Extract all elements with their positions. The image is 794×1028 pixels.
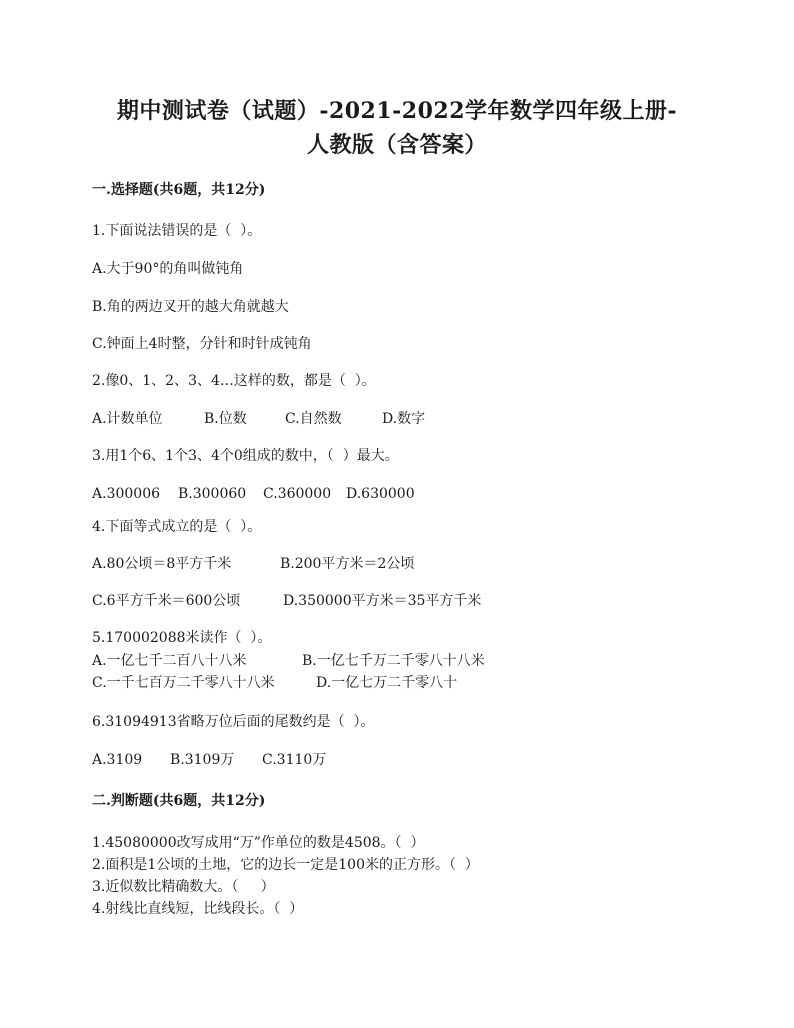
question-2-option-d: D.数字 [382, 411, 426, 427]
question-6-stem: 6.31094913省略万位后面的尾数约是（ ）。 [92, 714, 375, 730]
question-3-option-d: D.630000 [346, 486, 415, 502]
question-1-option-a: A.大于90°的角叫做钝角 [92, 261, 244, 277]
question-1-stem: 1.下面说法错误的是（ ）。 [92, 223, 262, 239]
question-1-option-c: C.钟面上4时整，分针和时针成钝角 [92, 336, 312, 352]
question-3-option-a: A.300006 [92, 486, 161, 502]
judgment-item-3: 3.近似数比精确数大。（ ） [92, 879, 275, 895]
question-5-stem: 5.170002088米读作（ ）。 [92, 630, 272, 646]
section-2-heading: 二.判断题(共6题，共12分) [92, 793, 266, 809]
judgment-item-1: 1.45080000改写成用“万”作单位的数是4508。（ ） [92, 835, 425, 851]
judgment-item-2: 2.面积是1公顷的土地，它的边长一定是100米的正方形。（ ） [92, 857, 479, 873]
question-3-option-b: B.300060 [178, 486, 247, 502]
question-5-option-d: D.一亿七万二千零八十 [316, 675, 458, 691]
question-6-option-b: B.3109万 [170, 752, 235, 768]
question-2-option-a: A.计数单位 [92, 411, 163, 427]
question-5-option-a: A.一亿七千二百八十八米 [92, 653, 247, 669]
question-2-stem: 2.像0、1、2、3、4…这样的数，都是（ ）。 [92, 373, 376, 389]
question-2-option-c: C.自然数 [285, 411, 342, 427]
question-4-option-c: C.6平方千米＝600公顷 [92, 593, 241, 609]
question-4-option-a: A.80公顷＝8平方千米 [92, 556, 232, 572]
question-6-option-c: C.3110万 [262, 752, 327, 768]
section-1-heading: 一.选择题(共6题，共12分) [92, 182, 266, 198]
question-3-option-c: C.360000 [263, 486, 332, 502]
question-4-option-b: B.200平方米＝2公顷 [280, 556, 415, 572]
question-2-option-b: B.位数 [204, 411, 247, 427]
question-3-stem: 3.用1个6、1个3、4个0组成的数中，（ ）最大。 [92, 448, 399, 464]
question-4-stem: 4.下面等式成立的是（ ）。 [92, 519, 262, 535]
document-title-line-1: 期中测试卷（试题）-2021-2022学年数学四年级上册- [116, 98, 678, 124]
judgment-item-4: 4.射线比直线短，比线段长。（ ） [92, 901, 304, 917]
question-1-option-b: B.角的两边叉开的越大角就越大 [92, 299, 289, 315]
question-4-option-d: D.350000平方米＝35平方千米 [283, 593, 482, 609]
question-6-option-a: A.3109 [92, 752, 143, 768]
document-title-line-2: 人教版（含答案） [306, 132, 487, 158]
question-5-option-b: B.一亿七千万二千零八十八米 [302, 653, 485, 669]
question-5-option-c: C.一千七百万二千零八十八米 [92, 675, 275, 691]
